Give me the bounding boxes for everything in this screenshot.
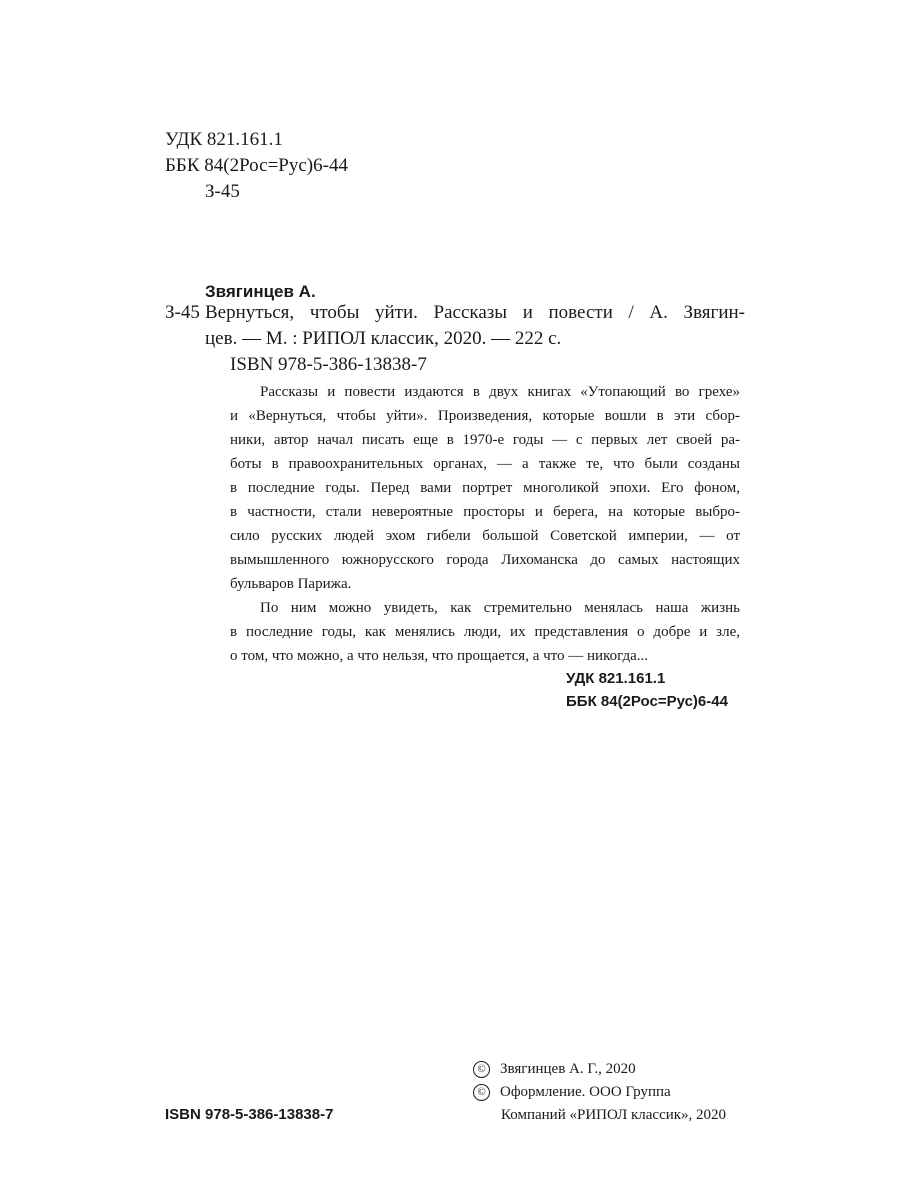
bbk-code: ББК 84(2Рос=Рус)6-44: [165, 155, 348, 176]
author-mark: З-45: [205, 181, 240, 202]
abstract-line: в последние годы. Перед вами портрет многоликой эпохи. Его фоном,: [230, 480, 740, 496]
abstract-line: ники, автор начал писать еще в 1970-е годы — с первых лет своей ра-: [230, 432, 740, 448]
copyright-icon: ©: [473, 1061, 490, 1078]
abstract: [230, 380, 740, 668]
catalog-title-text: Вернуться, чтобы уйти. Рассказы и повести / А. Звягин-: [205, 302, 745, 323]
abstract-line: боты в правоохранительных органах, — а также те, что были созданы: [230, 456, 740, 472]
author-heading: Звягинцев А.: [205, 282, 316, 301]
catalog-isbn: ISBN 978-5-386-13838-7: [230, 354, 427, 375]
isbn-bottom: ISBN 978-5-386-13838-7: [165, 1106, 334, 1123]
abstract-line: в частности, стали невероятные просторы и берега, на которые выбро-: [230, 504, 740, 520]
copyright-publisher: Компаний «РИПОЛ классик», 2020: [501, 1107, 727, 1123]
copyright-design: [473, 1081, 671, 1104]
abstract-line: и «Вернуться, чтобы уйти». Произведения, которые вошли в эти сбор-: [230, 408, 740, 424]
catalog-imprint-line: цев. — М. : РИПОЛ классик, 2020. — 222 с.: [205, 328, 562, 349]
catalog-code: З-45: [165, 302, 200, 323]
copyright-icon: ©: [473, 1084, 490, 1101]
bbk-code-bottom: ББК 84(2Рос=Рус)6-44: [566, 693, 728, 710]
udk-code: УДК 821.161.1: [165, 129, 283, 150]
abstract-paragraph-2: [230, 596, 740, 668]
udk-code-bottom: УДК 821.161.1: [566, 670, 666, 687]
abstract-line: о том, что можно, а что нельзя, что прощается, а что — никогда...: [230, 648, 649, 664]
copyright-design-text: Оформление. ООО Группа: [500, 1084, 671, 1100]
abstract-line: сило русских людей эхом гибели большой Советской империи, — от: [230, 528, 740, 544]
catalog-title-line: [205, 300, 765, 326]
copyright-author-text: Звягинцев А. Г., 2020: [500, 1061, 636, 1077]
abstract-paragraph-1: [230, 380, 740, 596]
abstract-line: По ним можно увидеть, как стремительно менялась наша жизнь: [260, 600, 740, 616]
abstract-line: бульваров Парижа.: [230, 576, 352, 592]
abstract-line: в последние годы, как менялись люди, их представления о добре и зле,: [230, 624, 740, 640]
abstract-line: вымышленного южнорусского города Лихоманска до самых настоящих: [230, 552, 740, 568]
copyright-author: [473, 1058, 636, 1081]
abstract-line: Рассказы и повести издаются в двух книгах «Утопающий во грехе»: [260, 384, 740, 400]
